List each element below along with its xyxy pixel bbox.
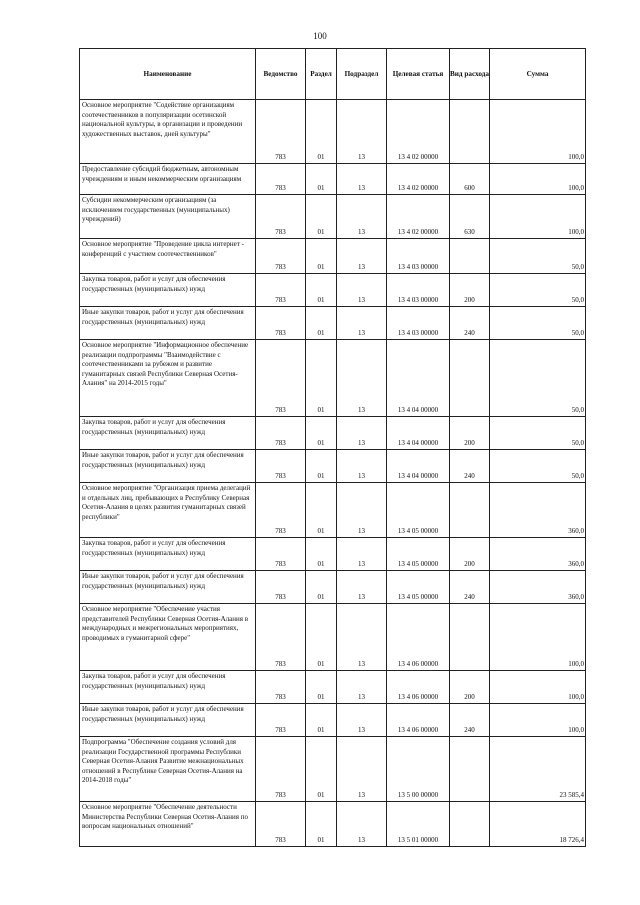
row-department: 783 xyxy=(256,274,306,307)
row-target-article: 13 4 02 00000 xyxy=(387,164,450,195)
header-expense-type: Вид расхода xyxy=(450,49,490,100)
row-target-article: 13 4 03 00000 xyxy=(387,239,450,274)
row-subsection: 13 xyxy=(337,195,387,239)
row-section: 01 xyxy=(306,571,337,604)
row-section: 01 xyxy=(306,307,337,340)
row-expense-type xyxy=(450,483,490,538)
row-target-article: 13 5 00 00000 xyxy=(387,737,450,802)
table-row xyxy=(80,239,586,274)
row-section: 01 xyxy=(306,100,337,164)
table-header-row xyxy=(80,49,586,100)
row-section: 01 xyxy=(306,340,337,417)
table-row xyxy=(80,340,586,417)
row-expense-type: 200 xyxy=(450,671,490,704)
row-sum: 100,0 xyxy=(490,100,586,164)
row-target-article: 13 4 04 00000 xyxy=(387,340,450,417)
row-department: 783 xyxy=(256,704,306,737)
row-sum: 23 585,4 xyxy=(490,737,586,802)
row-expense-type: 200 xyxy=(450,274,490,307)
row-sum: 50,0 xyxy=(490,450,586,483)
row-name: Иные закупки товаров, работ и услуг для обеспечения государственных (муниципальных) нужд xyxy=(80,704,256,737)
row-name: Иные закупки товаров, работ и услуг для обеспечения государственных (муниципальных) нужд xyxy=(80,571,256,604)
row-department: 783 xyxy=(256,340,306,417)
row-sum: 50,0 xyxy=(490,340,586,417)
row-expense-type xyxy=(450,802,490,847)
row-subsection: 13 xyxy=(337,802,387,847)
row-section: 01 xyxy=(306,604,337,671)
row-subsection: 13 xyxy=(337,450,387,483)
row-section: 01 xyxy=(306,483,337,538)
row-expense-type: 240 xyxy=(450,450,490,483)
row-expense-type: 240 xyxy=(450,571,490,604)
row-target-article: 13 4 02 00000 xyxy=(387,100,450,164)
row-subsection: 13 xyxy=(337,307,387,340)
header-section: Раздел xyxy=(306,49,337,100)
header-department: Ведомство xyxy=(256,49,306,100)
row-department: 783 xyxy=(256,450,306,483)
table-row xyxy=(80,737,586,802)
header-target-article: Целевая статья xyxy=(387,49,450,100)
row-section: 01 xyxy=(306,802,337,847)
row-section: 01 xyxy=(306,538,337,571)
row-name: Закупка товаров, работ и услуг для обеспечения государственных (муниципальных) нужд xyxy=(80,417,256,450)
row-section: 01 xyxy=(306,704,337,737)
table-body xyxy=(80,100,586,847)
table-row xyxy=(80,671,586,704)
row-subsection: 13 xyxy=(337,737,387,802)
row-target-article: 13 4 04 00000 xyxy=(387,450,450,483)
table-row xyxy=(80,450,586,483)
row-sum: 50,0 xyxy=(490,239,586,274)
row-expense-type xyxy=(450,239,490,274)
row-section: 01 xyxy=(306,450,337,483)
row-name: Закупка товаров, работ и услуг для обеспечения государственных (муниципальных) нужд xyxy=(80,274,256,307)
row-subsection: 13 xyxy=(337,164,387,195)
table-row xyxy=(80,164,586,195)
row-name: Предоставление субсидий бюджетным, автономным учреждениям и иным некоммерческим организациям xyxy=(80,164,256,195)
row-department: 783 xyxy=(256,164,306,195)
row-department: 783 xyxy=(256,100,306,164)
row-department: 783 xyxy=(256,671,306,704)
table-row xyxy=(80,571,586,604)
table-row xyxy=(80,307,586,340)
row-name: Основное мероприятие "Проведение цикла интернет - конференций с участием соотечественников" xyxy=(80,239,256,274)
row-subsection: 13 xyxy=(337,483,387,538)
row-name: Основное мероприятие "Обеспечение участия представителей Республики Северная Осетия-Алания в международных и межрегиональных мероприятиях, проводимых в гуманитарной сфере" xyxy=(80,604,256,671)
row-department: 783 xyxy=(256,195,306,239)
row-subsection: 13 xyxy=(337,538,387,571)
row-target-article: 13 4 06 00000 xyxy=(387,704,450,737)
row-department: 783 xyxy=(256,483,306,538)
row-section: 01 xyxy=(306,195,337,239)
row-sum: 18 726,4 xyxy=(490,802,586,847)
row-department: 783 xyxy=(256,802,306,847)
row-expense-type: 630 xyxy=(450,195,490,239)
table-row xyxy=(80,538,586,571)
table-row xyxy=(80,483,586,538)
row-target-article: 13 5 01 00000 xyxy=(387,802,450,847)
page-number: 100 xyxy=(313,31,327,41)
table-row xyxy=(80,802,586,847)
row-expense-type: 240 xyxy=(450,704,490,737)
row-name: Иные закупки товаров, работ и услуг для обеспечения государственных (муниципальных) нужд xyxy=(80,450,256,483)
row-subsection: 13 xyxy=(337,340,387,417)
row-section: 01 xyxy=(306,239,337,274)
row-subsection: 13 xyxy=(337,571,387,604)
row-expense-type xyxy=(450,737,490,802)
header-sum: Сумма xyxy=(490,49,586,100)
row-department: 783 xyxy=(256,737,306,802)
row-subsection: 13 xyxy=(337,417,387,450)
row-expense-type: 240 xyxy=(450,307,490,340)
row-section: 01 xyxy=(306,671,337,704)
header-subsection: Подраздел xyxy=(337,49,387,100)
row-subsection: 13 xyxy=(337,100,387,164)
row-name: Закупка товаров, работ и услуг для обеспечения государственных (муниципальных) нужд xyxy=(80,538,256,571)
table-row xyxy=(80,417,586,450)
row-target-article: 13 4 06 00000 xyxy=(387,604,450,671)
row-expense-type xyxy=(450,604,490,671)
row-target-article: 13 4 02 00000 xyxy=(387,195,450,239)
row-name: Подпрограмма "Обеспечение создания условий для реализации Государственной программы Республики Северная Осетия-Алания Развитие межнациональных отношений в Республике Северная Осетия-Алания на 2014-2018 годы" xyxy=(80,737,256,802)
row-department: 783 xyxy=(256,538,306,571)
row-expense-type: 200 xyxy=(450,538,490,571)
row-department: 783 xyxy=(256,307,306,340)
row-sum: 100,0 xyxy=(490,195,586,239)
row-department: 783 xyxy=(256,571,306,604)
row-expense-type xyxy=(450,340,490,417)
row-subsection: 13 xyxy=(337,604,387,671)
row-name: Основное мероприятие "Информационное обеспечение реализации подпрограммы "Взаимодействие с соотечественниками за рубежом и развитие гуманитарных связей Республики Северная Осетия-Алания" на 2014-2015 годы" xyxy=(80,340,256,417)
row-department: 783 xyxy=(256,239,306,274)
row-section: 01 xyxy=(306,417,337,450)
row-target-article: 13 4 03 00000 xyxy=(387,274,450,307)
row-target-article: 13 4 05 00000 xyxy=(387,538,450,571)
row-name: Иные закупки товаров, работ и услуг для обеспечения государственных (муниципальных) нужд xyxy=(80,307,256,340)
row-expense-type xyxy=(450,100,490,164)
row-expense-type: 600 xyxy=(450,164,490,195)
row-sum: 360,0 xyxy=(490,483,586,538)
row-section: 01 xyxy=(306,737,337,802)
row-expense-type: 200 xyxy=(450,417,490,450)
row-name: Основное мероприятие "Организация приема делегаций и отдельных лиц, пребывающих в Республику Северная Осетия-Алания в целях развития гуманитарных связей республики" xyxy=(80,483,256,538)
row-section: 01 xyxy=(306,164,337,195)
table-row xyxy=(80,274,586,307)
row-department: 783 xyxy=(256,417,306,450)
row-sum: 100,0 xyxy=(490,704,586,737)
table-row xyxy=(80,604,586,671)
row-sum: 100,0 xyxy=(490,671,586,704)
row-name: Основное мероприятие "Содействие организациям соотечественников в популяризации осетинской национальной культуры, в организации и проведении художественных выставок, дней культуры" xyxy=(80,100,256,164)
row-sum: 50,0 xyxy=(490,274,586,307)
row-sum: 360,0 xyxy=(490,571,586,604)
row-subsection: 13 xyxy=(337,239,387,274)
row-sum: 50,0 xyxy=(490,307,586,340)
row-target-article: 13 4 06 00000 xyxy=(387,671,450,704)
row-sum: 100,0 xyxy=(490,164,586,195)
row-subsection: 13 xyxy=(337,704,387,737)
row-sum: 360,0 xyxy=(490,538,586,571)
table-row xyxy=(80,195,586,239)
row-department: 783 xyxy=(256,604,306,671)
table-row xyxy=(80,704,586,737)
row-target-article: 13 4 05 00000 xyxy=(387,483,450,538)
row-subsection: 13 xyxy=(337,274,387,307)
row-target-article: 13 4 04 00000 xyxy=(387,417,450,450)
row-name: Закупка товаров, работ и услуг для обеспечения государственных (муниципальных) нужд xyxy=(80,671,256,704)
table-row xyxy=(80,100,586,164)
row-sum: 50,0 xyxy=(490,417,586,450)
row-sum: 100,0 xyxy=(490,604,586,671)
row-name: Основное мероприятие "Обеспечение деятельности Министерства Республики Северная Осетия-Алания по вопросам национальных отношений" xyxy=(80,802,256,847)
row-name: Субсидии некоммерческим организациям (за исключением государственных (муниципальных) учреждений) xyxy=(80,195,256,239)
budget-table xyxy=(79,48,586,847)
header-name: Наименование xyxy=(80,49,256,100)
row-target-article: 13 4 05 00000 xyxy=(387,571,450,604)
row-target-article: 13 4 03 00000 xyxy=(387,307,450,340)
row-section: 01 xyxy=(306,274,337,307)
row-subsection: 13 xyxy=(337,671,387,704)
